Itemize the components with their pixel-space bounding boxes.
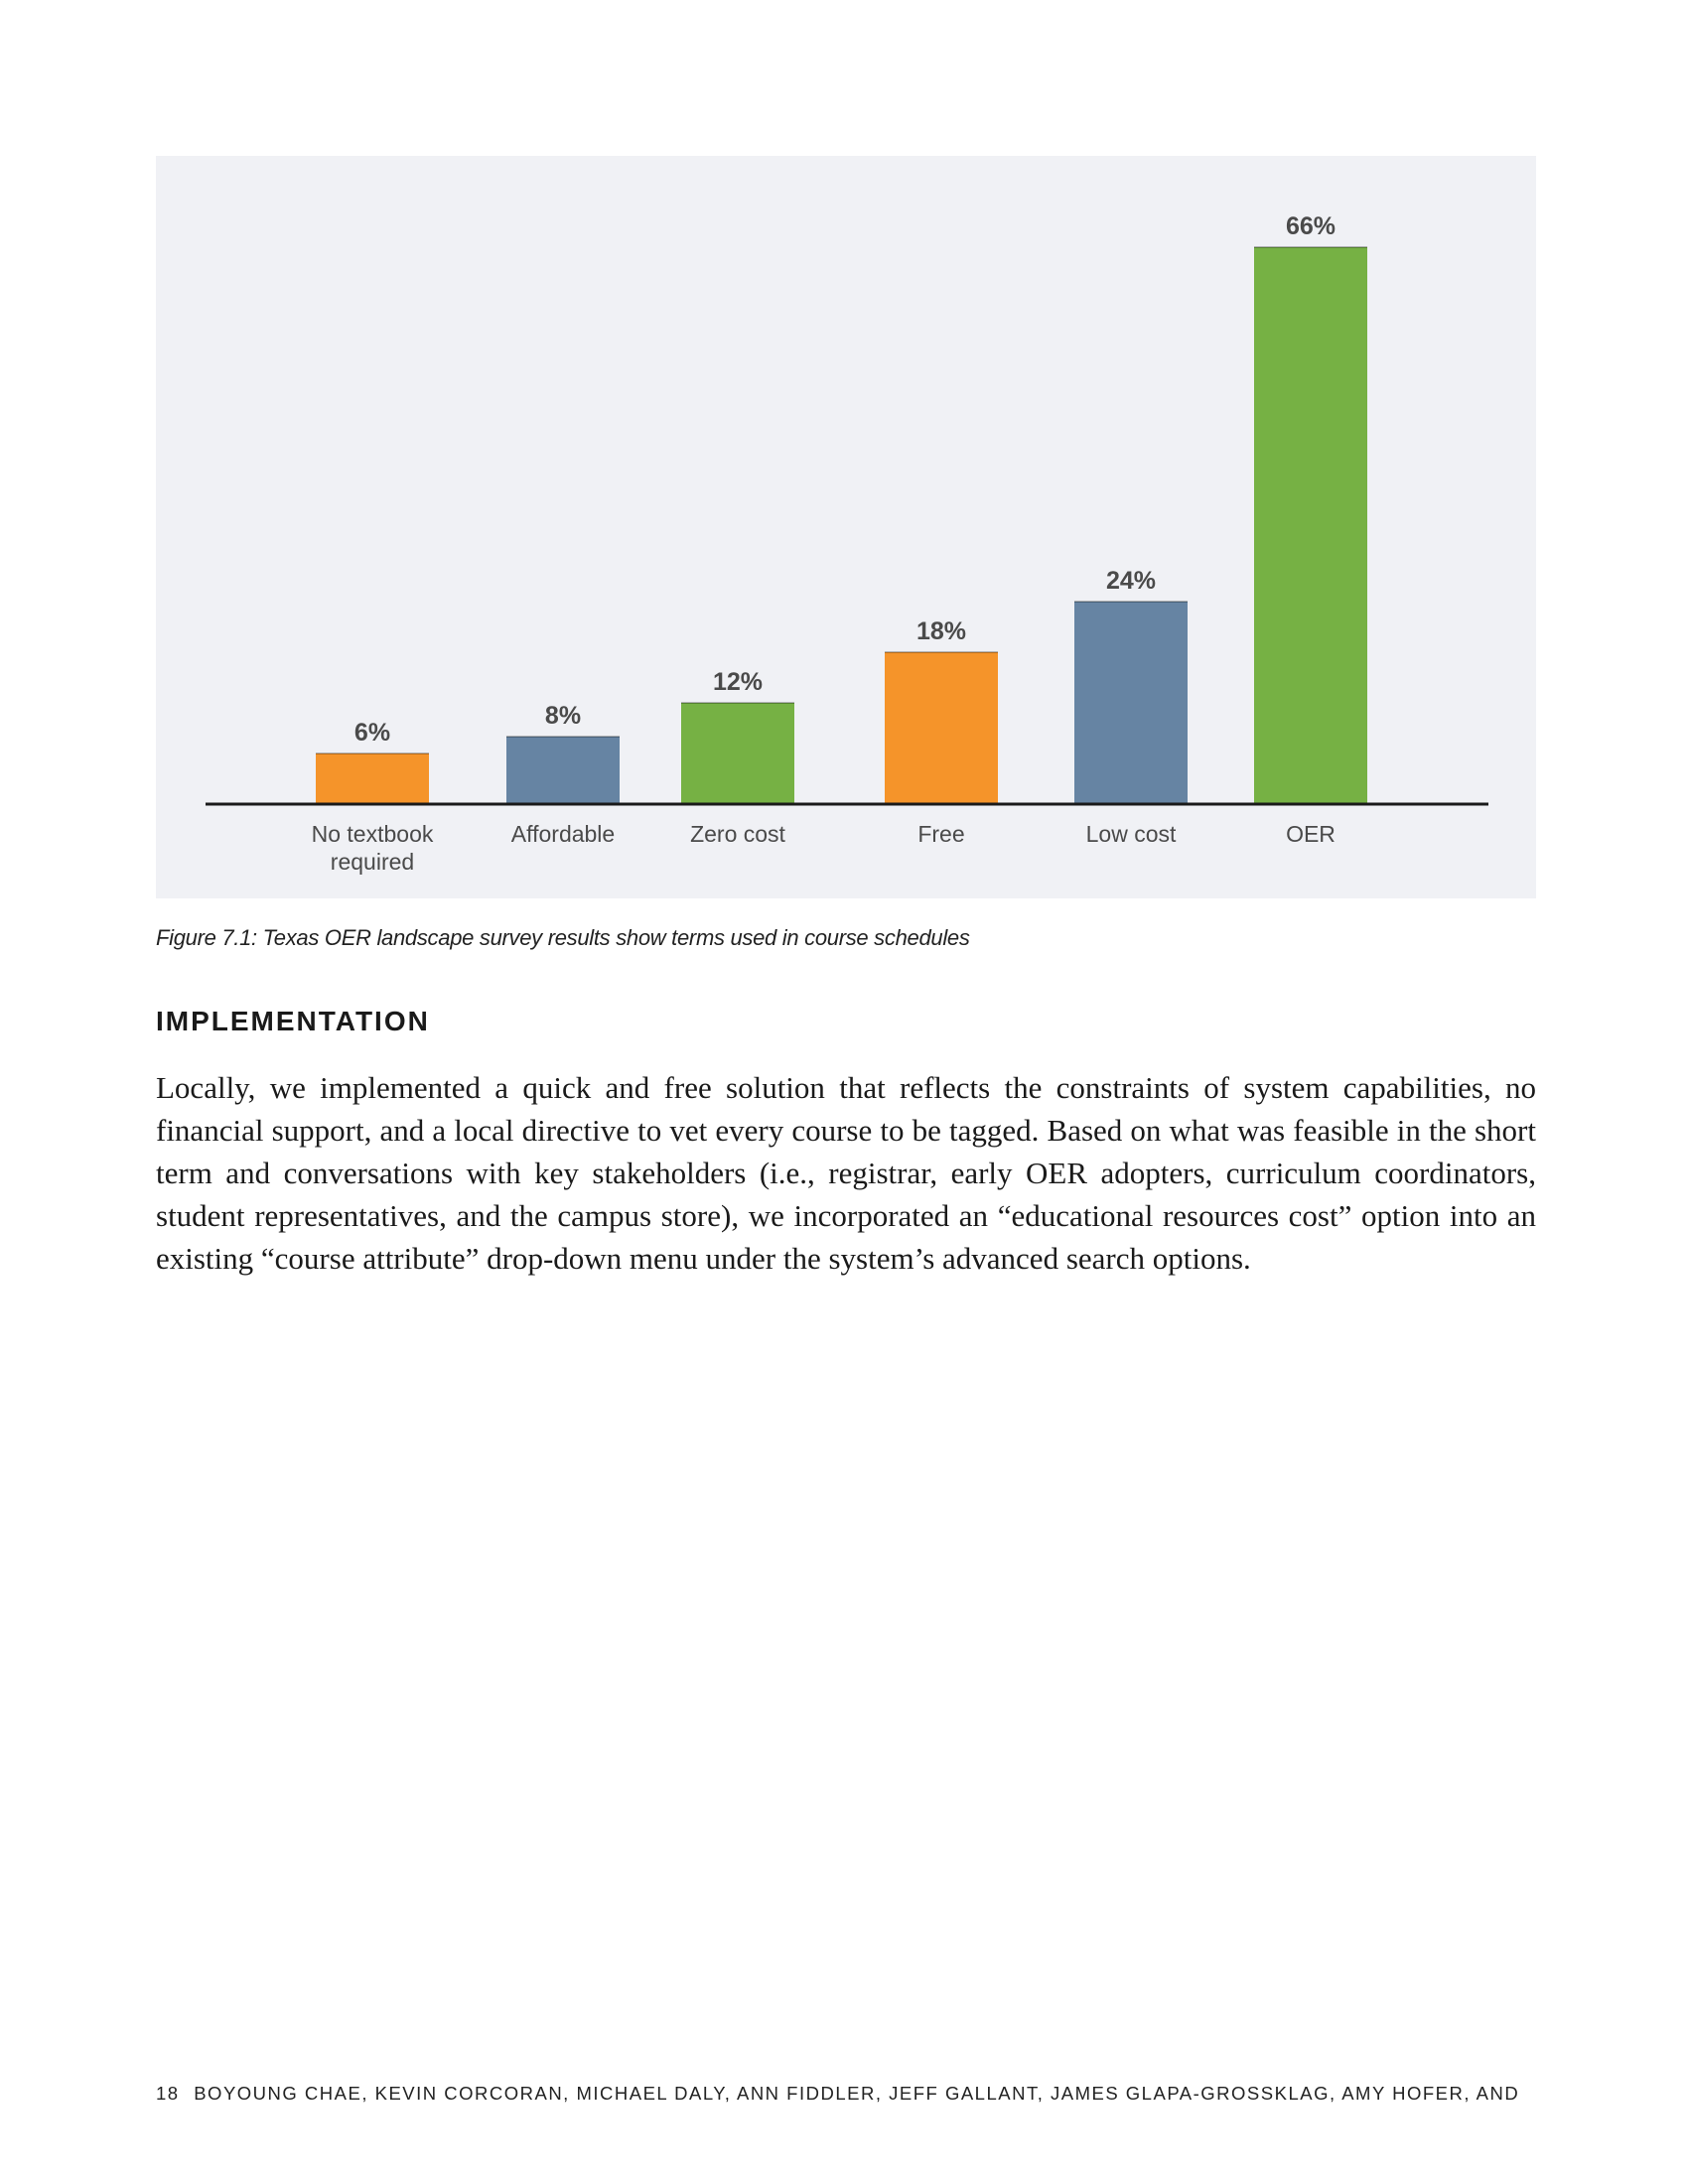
bar-value-label: 6%: [353, 719, 391, 747]
bar-chart-figure: [156, 156, 1536, 898]
category-label: OER: [1286, 821, 1336, 847]
category-label: Free: [917, 821, 965, 847]
bar-1: [316, 753, 429, 804]
category-label: No textbook required: [311, 821, 434, 875]
bar-5: [1074, 602, 1188, 804]
bar-2: [506, 737, 620, 804]
category-label: Low cost: [1085, 821, 1177, 847]
running-head: BOYOUNG CHAE, KEVIN CORCORAN, MICHAEL DALY, ANN FIDDLER, JEFF GALLANT, JAMES GLAPA-GROSSKLAG, AMY HOFER, AND: [194, 2083, 1520, 2104]
bar-3: [681, 703, 794, 804]
section-heading: IMPLEMENTATION: [156, 1006, 430, 1036]
page-number: 18: [156, 2083, 180, 2104]
bar-value-label: 12%: [712, 668, 764, 696]
bar-6: [1254, 247, 1367, 804]
bar-value-label: 18%: [915, 617, 967, 645]
bar-value-label: 24%: [1105, 567, 1157, 595]
bar-value-label: 8%: [544, 702, 582, 730]
body-paragraph: Locally, we implemented a quick and free solution that reflects the constraints of system capabilities, no financial support, and a local directive to vet every course to be tagged. Based on what was feasible in the short term and conversations with key stakeholders (i.e., registrar, early OER adopters, curriculum coordinators, student representatives, and the campus store), we incorporated an “educational resources cost” option into an existing “course attribute” drop-down menu under the system’s advanced search options.: [156, 1070, 1536, 1276]
category-label: Zero cost: [690, 821, 785, 847]
bar-value-label: 66%: [1285, 212, 1336, 240]
page-footer: [156, 2083, 1546, 2105]
bar-4: [885, 652, 998, 804]
bar-chart: [156, 156, 1536, 898]
category-label: Affordable: [510, 821, 616, 847]
figure-caption: Figure 7.1: Texas OER landscape survey results show terms used in course schedules: [156, 925, 970, 950]
